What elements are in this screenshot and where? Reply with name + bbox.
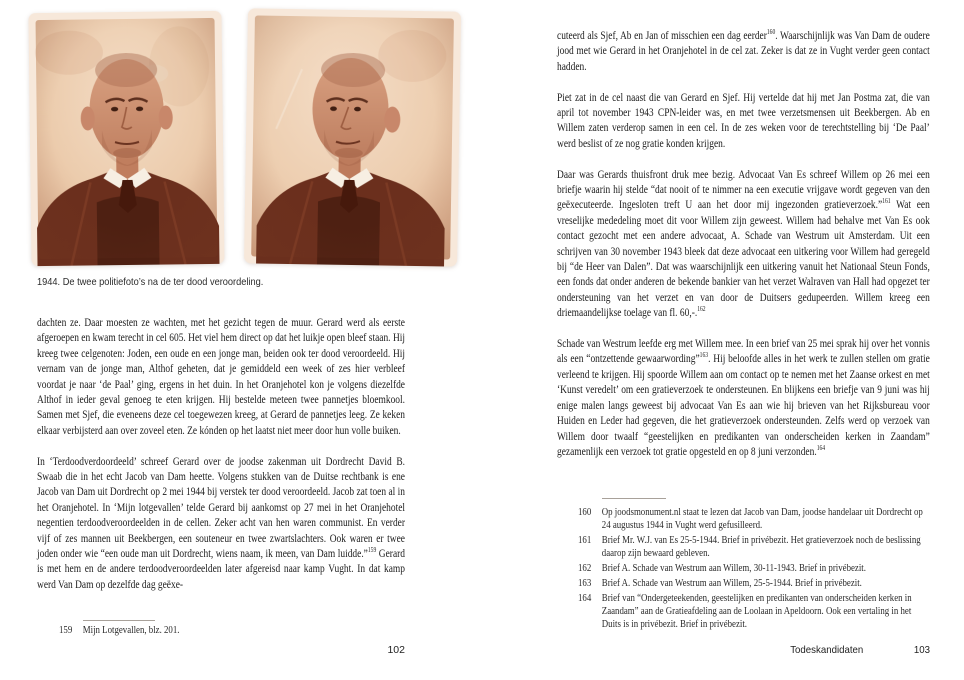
footnote-reference: 162	[697, 305, 706, 314]
footnote	[578, 506, 930, 532]
paragraph: Piet zat in de cel naast die van Gerard en Sjef. Hij vertelde dat hij met Jan Postma zat, die van april tot november 1943 CPN-leider was, en met twee verzetsmensen uit Beekbergen. Ab en Willem zaten verderop samen in een cel. In de zes weken voor de terechtstelling bij ‘De Paal’ werd beslist of ze nog gratie konden krijgen.	[557, 89, 930, 150]
footnote-reference: 159	[367, 546, 377, 555]
footnote-number: 162	[578, 563, 592, 574]
police-photo-frontal	[28, 11, 224, 271]
running-header-title: Todeskandidaten	[790, 644, 864, 656]
footnote	[578, 562, 930, 575]
police-photo-three-quarter	[244, 8, 461, 271]
footnote-number: 163	[578, 578, 592, 589]
right-body-text	[557, 28, 930, 459]
right-page-footer	[587, 644, 930, 656]
photo-caption: 1944. De twee politiefoto’s na de ter dood veroordeling.	[37, 276, 264, 288]
footnote-reference: 160	[766, 28, 776, 37]
footnote-number: 164	[578, 593, 592, 604]
footnote-text: Brief A. Schade van Westrum aan Willem, 30-11-1943. Brief in privébezit.	[601, 563, 866, 574]
left-footnotes	[59, 624, 416, 639]
footnote-text: Brief van “Ondergeteekenden, geestelijken en predikanten van onderscheiden kerken in Zaandam” aan de Gratieafdeling aan de Loolaan in Apeldoorn. Ook een vertaling in het Duits is in privébezit. Brief in privébezit.	[601, 593, 912, 630]
footnote-text: Mijn Lotgevallen, blz. 201.	[82, 625, 180, 636]
footnote	[578, 592, 930, 631]
paragraph: Daar was Gerards thuisfront druk mee bezig. Advocaat Van Es schreef Willem op 26 mei een briefje waarin hij stelde “dat nooit of te nimmer na een executie vrijgave wordt gegeven van den geëxecuteerde. Ingesloten treft U aan het door mij ingezonden gratieverzoek.”$^{161}$ Wat een vreselijke mededeling moet dit voor Willem zijn geweest. Willem had behalve met Van Es ook contact gezocht met een andere advocaat, A. Schade van Westrum uit Amsterdam. Uit een schrijven van 30 november 1943 bleek dat deze advocaat een uitkering voor Willem had geregeld bij “de Heer van Dalen”. Dat was waarschijnlijk een uitkering vanuit het Nationaal Steun Fonds, een fonds dat onder anderen de bekende bankier van het verzet Walraven van Hall had opgezet ter ondersteuning van het verzet en van door de Duitsers gedupeerden. Willem kreeg een driemaandelijkse toelage van fl. 60,-.$^{162}$	[557, 166, 930, 320]
footnote-number: 159	[59, 625, 73, 636]
footnote-text: Op joodsmonument.nl staat te lezen dat Jacob van Dam, joodse handelaar uit Dordrecht op 24 augustus 1944 in Vught werd gefusilleerd.	[601, 507, 923, 531]
footnote-reference: 161	[882, 197, 891, 206]
footnote-reference: 164	[816, 444, 826, 452]
footnote	[578, 577, 930, 590]
footnote	[578, 534, 930, 560]
footnote-number: 160	[578, 507, 592, 518]
footnote-number: 161	[578, 535, 592, 546]
right-page-number: 103	[913, 644, 930, 656]
footnote	[59, 624, 416, 637]
paragraph: Schade van Westrum leefde erg met Willem mee. In een brief van 25 mei sprak hij over het vonnis als een “ontzettende gewaarwording”$^{163}$. Hij beloofde alles in het werk te zullen stellen om gratie verleend te krijgen. Hij spoorde Willem aan om contact op te nemen met het Zaanse orkest en met ‘Kunst veredelt’ om een gratieverzoek te ondersteunen. En blijkens een briefje van 9 juni was hij enige malen langs geweest bij advocaat Van Es aan wie hij brieven van het Rijksbureau voor Huiden en Leder had gegeven, die het gratieverzoek ondersteunden. Zelfs werd op verzoek van Willem door twaalf “geestelijken en predikanten van onderscheiden kerken in Zaandam” gezamenlijk een verzoek tot gratie opgesteld en op 8 juni verzonden.$^{164}$	[557, 336, 930, 458]
paragraph: cuteerd als Sjef, Ab en Jan of misschien een dag eerder$^{160}$. Waarschijnlijk was Van Dam de oudere jood met wie Gerard in het Oranjehotel in de cel zat. Zeker is dat ze in Vught verder geen contact hadden.	[557, 28, 930, 73]
footnote-rule	[602, 498, 666, 499]
footnote-text: Brief A. Schade van Westrum aan Willem, 25-5-1944. Brief in privébezit.	[601, 578, 862, 589]
left-body-text	[37, 315, 405, 592]
paragraph: dachten ze. Daar moesten ze wachten, met het gezicht tegen de muur. Gerard werd als eerste afgeroepen en kwam terecht in cel 605. Het viel hem direct op dat het luikje open bleef staan. Hij kreeg twee celgenoten: Joden, een oude en een jonge man, beiden ook ter dood veroordeeld. Hij vernam van de jonge man, Althof geheten, dat je gemiddeld een week of zes hier verbleef voordat je naar ‘de Paal’ ging, ergens in het duin. In het Oranjehotel kon je volgens diezelfde Althof in ieder geval genoeg te eten krijgen. Hij bestelde meteen twee pannetjes bloemkool. Samen met Sjef, die eveneens deze cel toegewezen kreeg, at Gerard de pannetjes leeg. Ze keken elkaar verbijsterd aan over zoveel eten. Ze kónden op het laatst niet meer door hun volle buiken.	[37, 315, 405, 437]
left-page-number: 102	[387, 644, 405, 656]
right-footnotes	[578, 506, 930, 633]
footnote-reference: 163	[699, 351, 709, 360]
footnote-text: Brief Mr. W.J. van Es 25-5-1944. Brief in privébezit. Het gratieverzoek noch de beslissing daarop zijn bewaard gebleven.	[601, 535, 921, 559]
footnote-rule	[83, 620, 155, 621]
paragraph: In ‘Terdoodverdoordeeld’ schreef Gerard over de joodse zakenman uit Dordrecht David B. Swaab die in het echt Jacob van Dam heette. Volgens stukken van de Duitse rechtbank is ene Jacob van Dam uit Dordrecht op 2 mei 1944 bij verstek ter dood veroordeeld. Jacob zat toen al in het Oranjehotel. In ‘Mijn lotgevallen’ telde Gerard bij aankomst op 27 mei in het Oranjehotel negentien terdoodveroordeelden in de cellen. Zeker acht van hen waren communist. En verder vijf of zes mannen uit Beekbergen, een souteneur en twee zwartslachters. Ook waren er twee joden onder wie “een oude man uit Dordrecht, wiens naam, ik meen, van Dam luidde.”$^{159}$ Gerard is met hem en de andere terdoodveroordeelden later afgereisd naar kamp Vught. In dat kamp werd Van Dam op dezelfde dag geëxe-	[37, 453, 405, 591]
